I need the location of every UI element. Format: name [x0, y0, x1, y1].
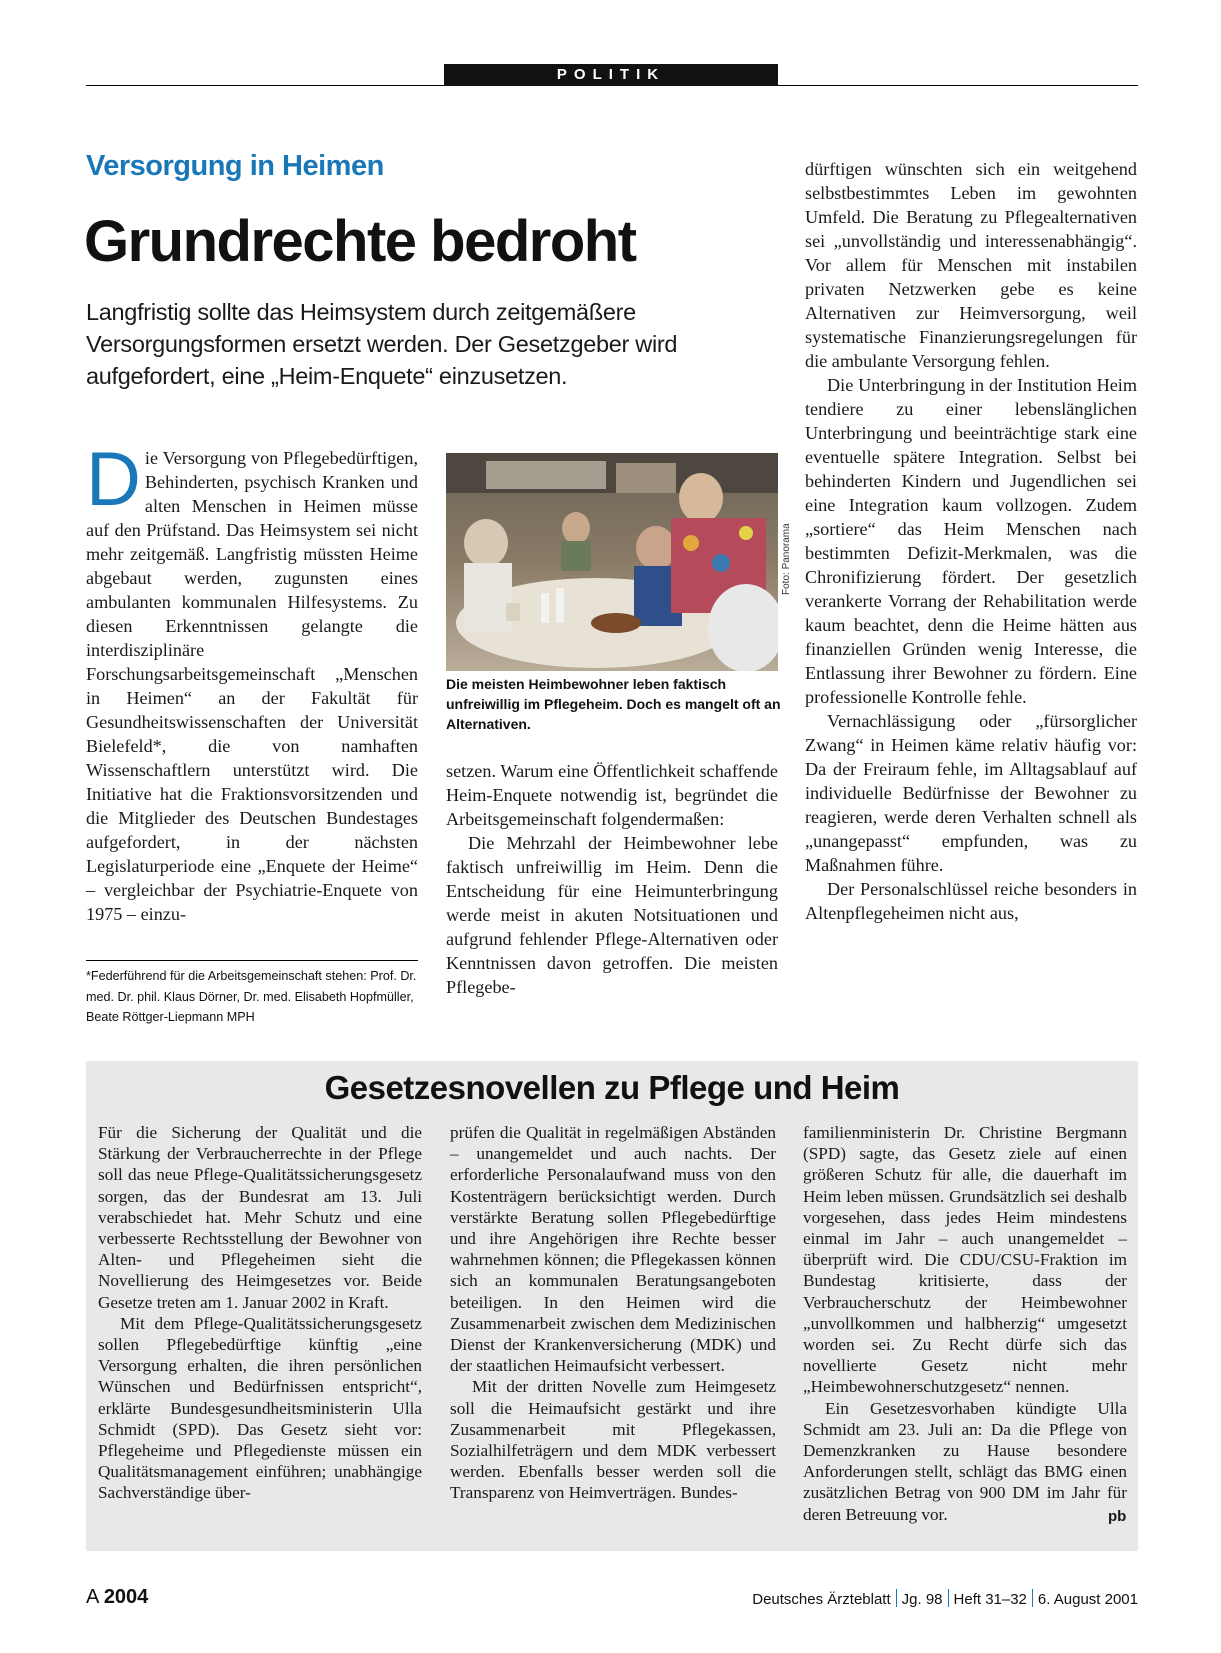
article-paragraph: setzen. Warum eine Öffentlichkeit schaffende Heim-Enquete notwendig ist, begründet die Arbeitsgemeinschaft folgendermaßen:: [446, 761, 778, 829]
box-paragraph: Mit der dritten Novelle zum Heimgesetz soll die Heimaufsicht gestärkt und ihre Zusammenarbeit mit Pflegekassen, Sozialhilfeträgern und dem MDK verbessert werden. Ebenfalls besser werden soll die Transparenz von Heimverträgen. Bundes-: [450, 1377, 776, 1503]
info-box-column-2: [450, 1122, 776, 1504]
page-number-value: 2004: [103, 1586, 149, 1608]
info-box-column-3: [803, 1122, 1127, 1525]
section-label: POLITIK: [444, 64, 778, 86]
journal-date: 6. August 2001: [1037, 1591, 1138, 1608]
article-column-1: [86, 437, 418, 926]
journal-name: Deutsches Ärzteblatt: [752, 1591, 891, 1608]
info-box-title: Gesetzesnovellen zu Pflege und Heim: [324, 1069, 900, 1106]
box-paragraph: prüfen die Qualität in regelmäßigen Abständen – unangemeldet und auch nachts. Der erforderliche Personalaufwand muss von den Kostenträgern berücksichtigt werden. Durch verstärkte Beratung sollen Pflegebedürftige und ihre Angehörigen ihre Rechte besser wahrnehmen können; die Pflegekassen können sich an kommunalen Beratungsangeboten beteiligen. In den Heimen wird die Zusammenarbeit zwischen dem Medizinischen Dienst der Krankenversicherung (MDK) und der staatlichen Heimaufsicht verbessert.: [450, 1123, 776, 1376]
article-photo: [446, 453, 778, 671]
info-box-column-1: [98, 1122, 422, 1504]
article-paragraph: dürftigen wünschten sich ein weitgehend selbstbestimmtes Leben im gewohnten Umfeld. Die Beratung zu Pflegealternativen sei „unvollständig und interessenabhängig“. Vor allem für Menschen mit instabilen privaten Netzwerken gebe es keine Alternativen zur Heimversorgung, weil systematische Finanzierungsregelungen für die ambulante Versorgung fehlen.: [805, 159, 1137, 371]
footer-separator: [1032, 1589, 1033, 1607]
article-paragraph: ie Versorgung von Pflegebedürftigen, Behinderten, psychisch Kranken und alten Menschen in Heimen müsse auf den Prüfstand. Das Heimsystem sei nicht mehr zeitgemäß. Langfristig müssten Heime abgebaut werden, zugunsten eines ambulanten kommunalen Hilfesystems. Zu diesen Erkenntnissen gelangte die interdisziplinäre Forschungsarbeitsgemeinschaft „Menschen in Heimen“ an der Fakultät für Gesundheitswissenschaften der Universität Bielefeld*, die von namhaften Wissenschaftlern unterstützt wird. Die Initiative hat die Fraktionsvorsitzenden und die Mitglieder des Deutschen Bundestages aufgefordert, in der nächsten Legislaturperiode eine „Enquete der Heime“ – vergleichbar der Psychiatrie-Enquete von 1975 – einzu-: [86, 448, 418, 924]
box-paragraph: familienministerin Dr. Christine Bergmann (SPD) sagte, das Gesetz ziele auf einen größeren Schutz für alle, die dauerhaft im Heim leben müssen. Grundsätzlich sei deshalb vorgesehen, dass jedes Heim mindestens einmal im Jahr – auch unangemeldet – überprüft wird. Die CDU/CSU-Fraktion im Bundestag kritisierte, dass der Verbraucherschutz der Heimbewohner „unvollkommen und halbherzig“ umgesetzt worden sei. Zu Recht dürfe sich das novellierte Gesetz nicht mehr „Heimbewohnerschutzgesetz“ nennen.: [803, 1123, 1127, 1397]
article-paragraph: Die Mehrzahl der Heimbewohner lebe faktisch unfreiwillig im Heim. Denn die Entscheidung für eine Heimunterbringung werde meist in akuten Notsituationen und aufgrund fehlender Pflege-Alternativen oder Kenntnissen davon getroffen. Die meisten Pflegebe-: [446, 833, 778, 997]
drop-cap: D: [86, 437, 141, 522]
article-paragraph: Der Personalschlüssel reiche besonders in Altenpflegeheimen nicht aus,: [805, 879, 1137, 923]
page-prefix: A: [86, 1586, 99, 1608]
article-paragraph: Die Unterbringung in der Institution Heim tendiere zu einer lebenslänglichen Unterbringung und beeinträchtige stark eine eventuelle spätere Integration. Selbst bei behinderten Kindern und Jugendlichen sei eine Integration kaum vollzogen. Zudem „sortiere“ das Heim Menschen nach bestimmten Defizit-Merkmalen, was die Chronifizierung fördert. Der gesetzlich verankerte Vorrang der Rehabilitation werde kaum beachtet, denn die Heime hätten aus finanziellen Gründen wenig Interesse, die Entlassung ihrer Bewohner zu fördern. Eine professionelle Kontrolle fehle.: [805, 375, 1137, 707]
footnote-rule: [86, 960, 418, 961]
footer-separator: [948, 1589, 949, 1607]
photo-credit: Foto: Panorama: [781, 523, 792, 595]
article-headline: Grundrechte bedroht: [84, 209, 636, 274]
box-paragraph: Für die Sicherung der Qualität und die Stärkung der Verbraucherrechte in der Pflege soll das neue Pflege-Qualitätssicherungsgesetz sorgen, das der Bundesrat am 13. Juli verabschiedet hat. Mehr Schutz und eine verbesserte Rechtsstellung der Bewohner von Alten- und Pflegeheimen sieht die Novellierung des Heimgesetzes vor. Beide Gesetze treten am 1. Januar 2002 in Kraft.: [98, 1123, 422, 1312]
photo-caption: Die meisten Heimbewohner leben faktisch unfreiwillig im Pflegeheim. Doch es mangelt oft an Alternativen.: [446, 676, 781, 732]
footer-separator: [896, 1589, 897, 1607]
journal-issue: Heft 31–32: [953, 1591, 1027, 1608]
box-paragraph: Ein Gesetzesvorhaben kündigte Ulla Schmidt am 23. Juli an: Da die Pflege von Demenzkranken zu Hause besondere Anforderungen stellt, schlägt das BMG einen zusätzlichen Betrag von 900 DM im Jahr für deren Betreuung vor.: [803, 1398, 1127, 1524]
article-kicker: Versorgung in Heimen: [86, 150, 384, 182]
footnote: *Federführend für die Arbeitsgemeinschaft stehen: Prof. Dr. med. Dr. phil. Klaus Dörner, Dr. med. Elisabeth Hopfmüller, Beate Röttger-Liepmann MPH: [86, 969, 417, 1024]
article-lead: Langfristig sollte das Heimsystem durch zeitgemäßere Versorgungsformen ersetzt werden. Der Gesetzgeber wird aufgefordert, eine „Heim-Enquete“ einzusetzen.: [86, 299, 678, 389]
author-signature: pb: [1108, 1508, 1127, 1525]
page-number: [86, 1586, 148, 1609]
journal-volume: Jg. 98: [901, 1591, 943, 1608]
nursing-home-photo: [446, 453, 778, 671]
footer-info: [752, 1589, 1138, 1608]
article-column-3: [805, 157, 1137, 925]
box-paragraph: Mit dem Pflege-Qualitätssicherungsgesetz sollen Pflegebedürftige künftig „eine Versorgung erhalten, die ihren persönlichen Wünschen und Bedürfnissen entspricht“, erklärte Bundesgesundheitsministerin Ulla Schmidt (SPD). Das Gesetz sieht vor: Pflegeheime und Pflegedienste müssen ein Qualitätsmanagement einführen; unabhängige Sachverständige über-: [98, 1313, 422, 1503]
article-paragraph: Vernachlässigung oder „fürsorglicher Zwang“ in Heimen käme relativ häufig vor: Da der Freiraum fehle, im Alltagsablauf auf individuelle Bedürfnisse der Bewohner zu reagieren, werde deren Verhalten schnell als „unangepasst“ empfunden, was zu Maßnahmen führe.: [805, 711, 1137, 875]
article-column-2: [446, 759, 778, 999]
